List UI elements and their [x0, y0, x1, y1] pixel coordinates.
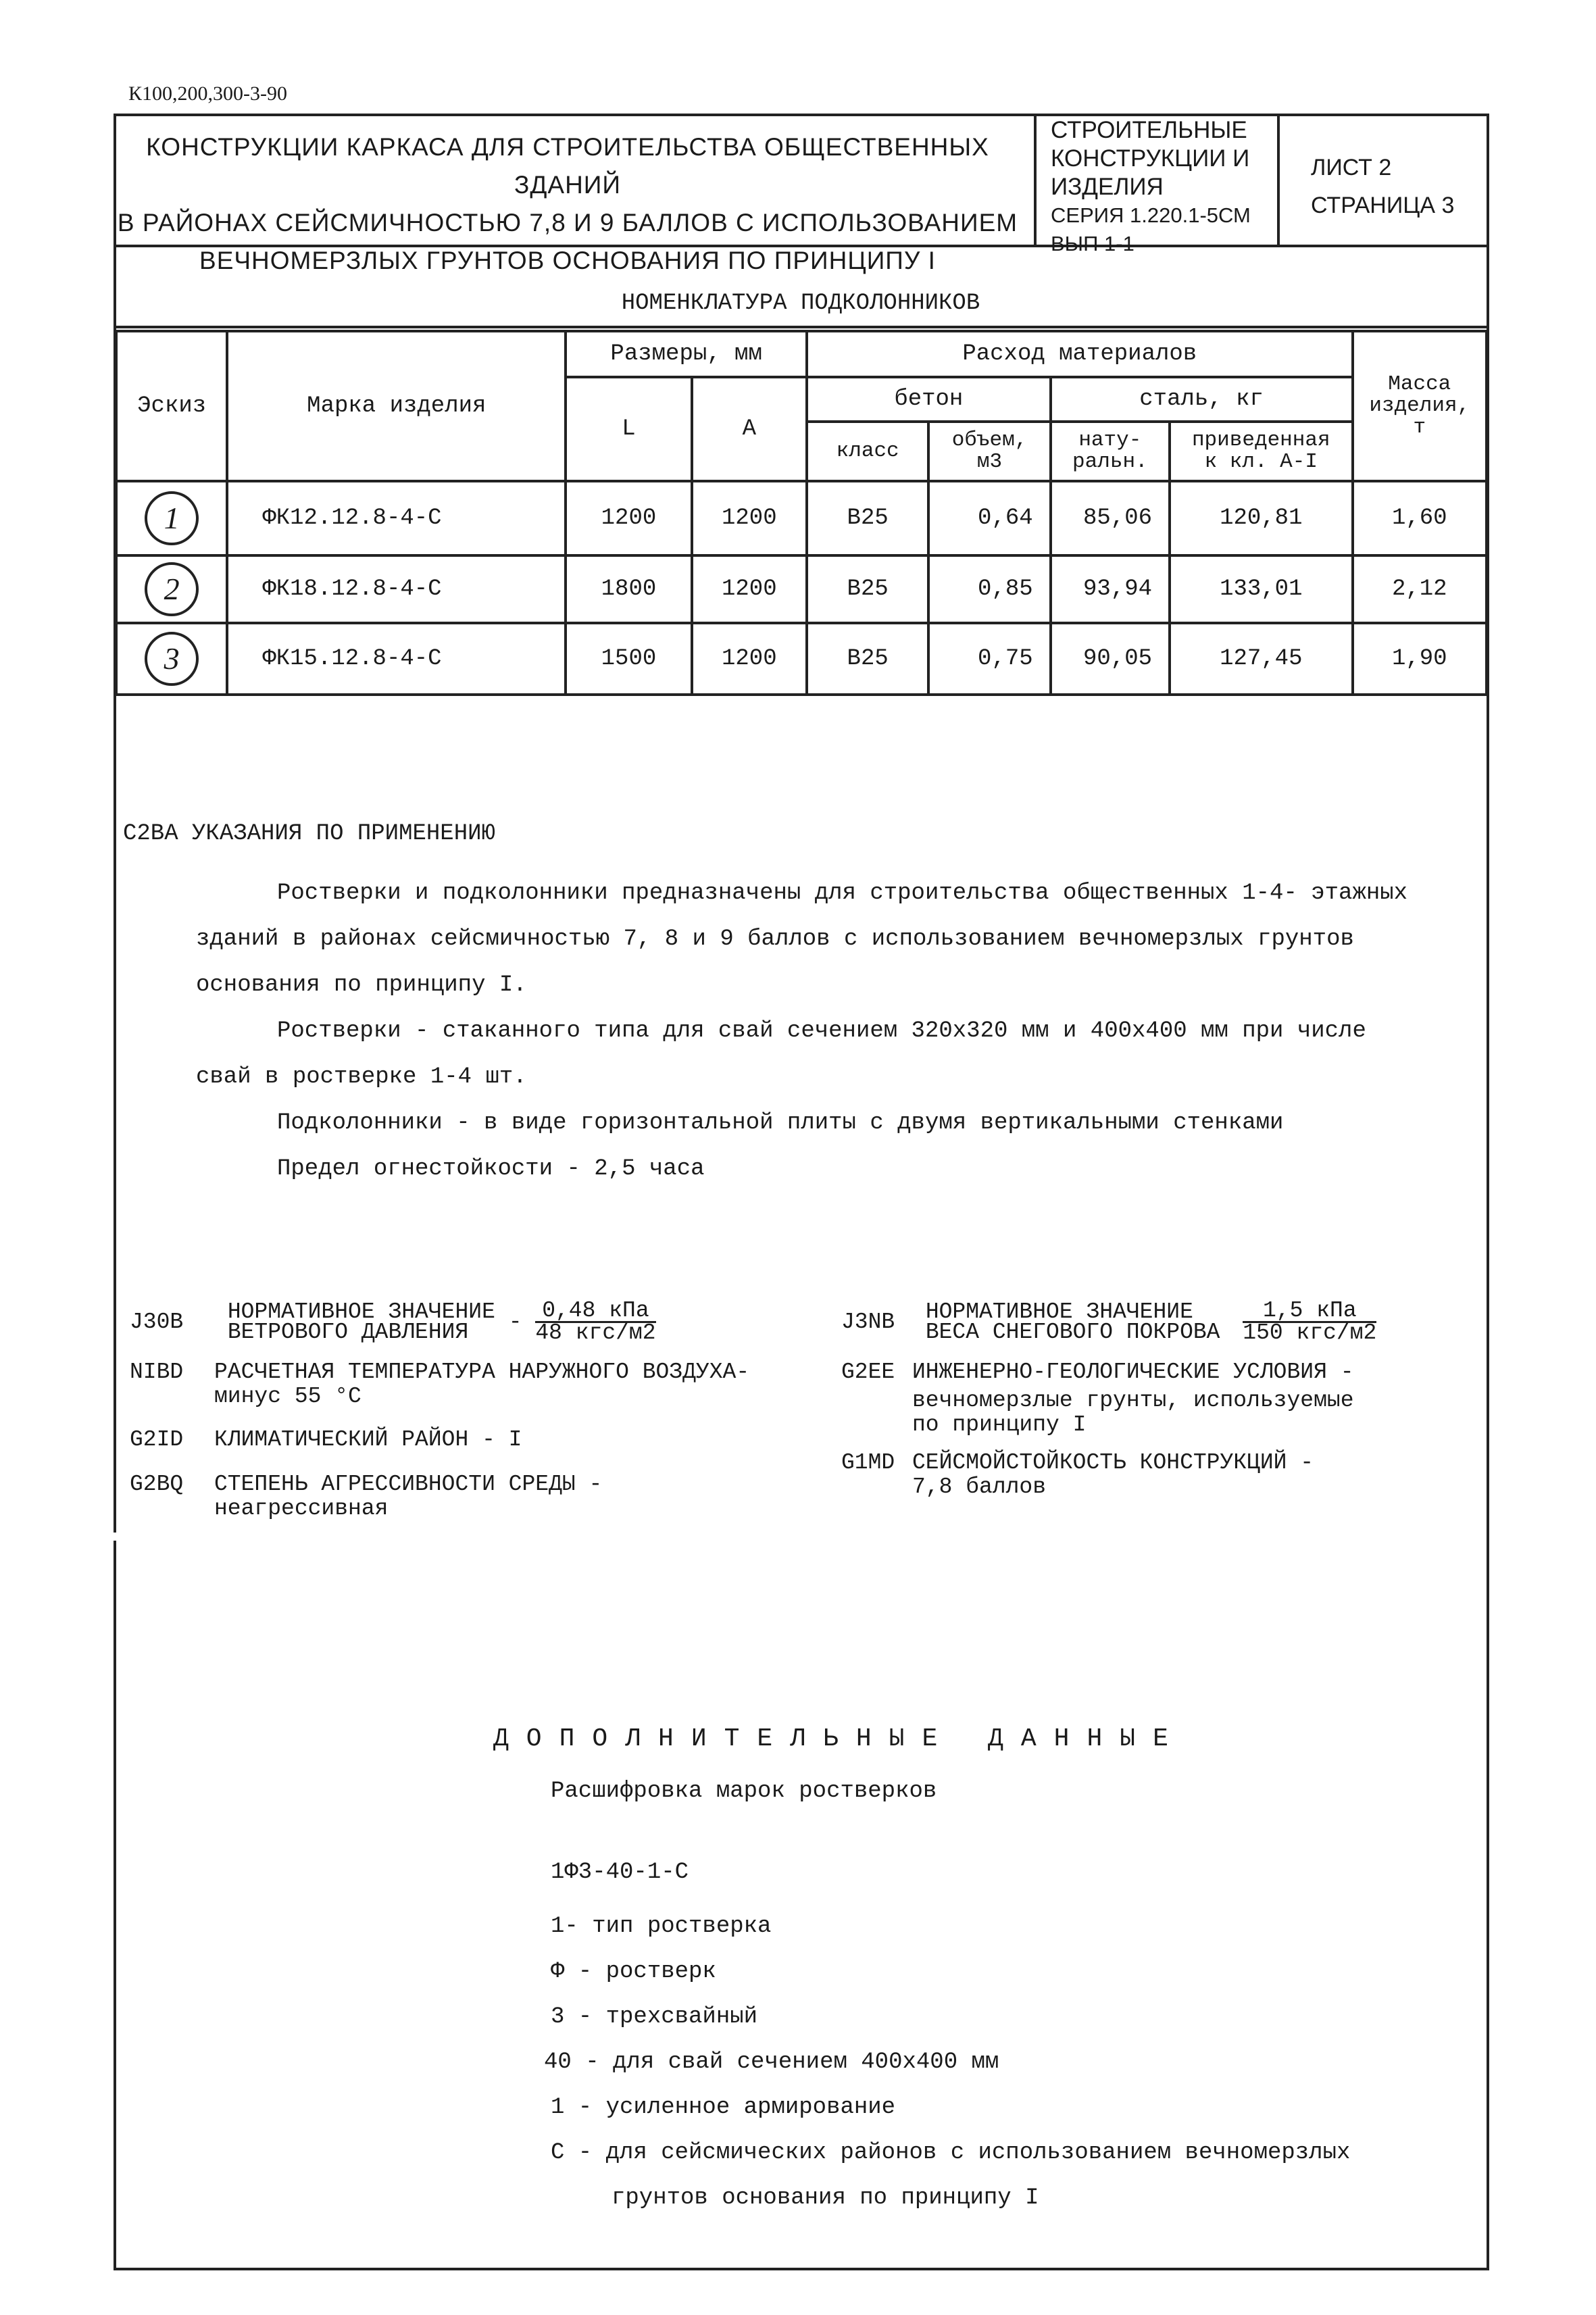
- title-line-3: ВЕЧНОМЕРЗЛЫХ ГРУНТОВ ОСНОВАНИЯ ПО ПРИНЦИПУ I: [199, 247, 936, 274]
- sheet-block: [1311, 149, 1454, 224]
- wind-value-kpa: 0,48 кПа: [535, 1301, 655, 1323]
- header-concrete: бетон: [807, 377, 1051, 422]
- header-steel: сталь, кг: [1051, 377, 1353, 422]
- header-steel-natural: [1051, 422, 1170, 481]
- class-cell: B25: [807, 623, 928, 695]
- document-reference: К100,200,300-3-90: [128, 82, 287, 105]
- width-cell: 1200: [692, 623, 807, 695]
- seismic-label: СЕЙСМОЙСТОЙКОСТЬ КОНСТРУКЦИЙ -: [912, 1450, 1314, 1475]
- table-row: [116, 481, 1487, 555]
- volume-cell: 0,64: [928, 481, 1050, 555]
- usage-code: C2BA: [123, 821, 178, 847]
- snow-label-2: ВЕСА СНЕГОВОГО ПОКРОВА: [925, 1319, 1220, 1345]
- title-line-2: В РАЙОНАХ СЕЙСМИЧНОСТЬЮ 7,8 И 9 БАЛЛОВ С ИСПОЛЬЗОВАНИЕМ: [117, 209, 1018, 237]
- mass-cell: 2,12: [1353, 555, 1487, 623]
- usage-p1-line-3: основания по принципу I.: [196, 972, 527, 998]
- volume-cell: 0,85: [928, 555, 1050, 623]
- header-volume: [928, 422, 1050, 481]
- steel-reduced-cell: 127,45: [1170, 623, 1353, 695]
- steel-reduced-cell: 133,01: [1170, 555, 1353, 623]
- wind-pressure-param: [130, 1298, 805, 1352]
- list-item: Ф - ростверк: [551, 1959, 716, 1985]
- sketch-number-circle: 3: [145, 632, 199, 686]
- category-line-3: ИЗДЕЛИЯ: [1051, 174, 1164, 200]
- length-cell: 1800: [566, 555, 691, 623]
- additional-data-title: ДОПОЛНИТЕЛЬНЫЕ ДАННЫЕ: [493, 1724, 1186, 1753]
- aggressiveness-param: [130, 1472, 805, 1521]
- header-mark: Марка изделия: [227, 331, 566, 481]
- climate-param: [130, 1428, 805, 1468]
- decoding-subtitle: Расшифровка марок ростверков: [551, 1778, 937, 1804]
- header-mass-line-1: Масса: [1388, 372, 1451, 396]
- geology-label: ИНЖЕНЕРНО-ГЕОЛОГИЧЕСКИЕ УСЛОВИЯ -: [912, 1360, 1354, 1385]
- header-dimensions: Размеры, мм: [566, 331, 807, 377]
- mark-cell: ФК18.12.8-4-С: [227, 555, 566, 623]
- wind-label: [227, 1299, 495, 1345]
- series-number: СЕРИЯ 1.220.1-5СМ: [1051, 203, 1251, 227]
- sketch-number-circle: 2: [145, 562, 199, 616]
- dash: -: [508, 1310, 536, 1335]
- snow-value-kgs: 150 кгс/м2: [1243, 1320, 1377, 1345]
- params-right: [841, 1298, 1449, 1499]
- header-reduced-line-1: приведенная: [1191, 428, 1330, 452]
- header-sketch: Эскиз: [116, 331, 227, 481]
- width-cell: 1200: [692, 481, 807, 555]
- wind-label-1: НОРМАТИВНОЕ ЗНАЧЕНИЕ: [227, 1299, 495, 1324]
- header-L: L: [566, 377, 691, 481]
- usage-paragraph-1: [196, 870, 1466, 1192]
- steel-natural-cell: 93,94: [1051, 555, 1170, 623]
- length-cell: 1200: [566, 481, 691, 555]
- header-concrete-class: класс: [807, 422, 928, 481]
- snow-value-kpa: 1,5 кПа: [1243, 1301, 1376, 1323]
- header-mass-line-3: т: [1413, 416, 1426, 439]
- header-steel-reduced: [1170, 422, 1353, 481]
- class-cell: B25: [807, 481, 928, 555]
- sketch-cell: [116, 555, 227, 623]
- nomenclature-title: НОМЕНКЛАТУРА ПОДКОЛОННИКОВ: [621, 291, 980, 316]
- seismic-code: G1MD: [841, 1450, 895, 1475]
- mass-cell: 1,60: [1353, 481, 1487, 555]
- volume-cell: 0,75: [928, 623, 1050, 695]
- wind-value-kgs: 48 кгс/м2: [535, 1320, 656, 1345]
- length-cell: 1500: [566, 623, 691, 695]
- sketch-cell: [116, 623, 227, 695]
- steel-natural-cell: 85,06: [1051, 481, 1170, 555]
- snow-load-param: [841, 1298, 1449, 1352]
- category-line-1: СТРОИТЕЛЬНЫЕ: [1051, 117, 1247, 143]
- frame-left-lower: [114, 1541, 116, 2270]
- climate-label: КЛИМАТИЧЕСКИЙ РАЙОН - I: [214, 1427, 522, 1452]
- temperature-param: [130, 1360, 805, 1414]
- table-row: [116, 623, 1487, 695]
- usage-p4: Предел огнестойкости - 2,5 часа: [277, 1156, 705, 1182]
- list-item: 3 - трехсвайный: [551, 2004, 758, 2030]
- climate-code: G2ID: [130, 1427, 184, 1452]
- usage-p2-line-2: свай в ростверке 1-4 шт.: [196, 1064, 527, 1090]
- category-block: [1051, 116, 1274, 258]
- steel-natural-cell: 90,05: [1051, 623, 1170, 695]
- frame-top: [114, 114, 1489, 116]
- list-item: грунтов основания по принципу I: [612, 2185, 1039, 2211]
- header-divider-1: [1034, 114, 1037, 246]
- decoding-list: [544, 1904, 1350, 2221]
- aggressiveness-value: неагрессивная: [214, 1496, 389, 1521]
- snow-value: [1243, 1298, 1377, 1345]
- list-item: С - для сейсмических районов с использованием вечномерзлых: [551, 2140, 1351, 2166]
- header-materials: Расход материалов: [807, 331, 1353, 377]
- usage-p1-line-1: Ростверки и подколонники предназначены для строительства общественных 1-4- этажных: [277, 880, 1408, 906]
- header-mass: [1353, 331, 1487, 481]
- list-item: 1- тип ростверка: [551, 1914, 772, 1939]
- usage-title: УКАЗАНИЯ ПО ПРИМЕНЕНИЮ: [192, 821, 495, 847]
- mark-cell: ФК15.12.8-4-С: [227, 623, 566, 695]
- header-divider-2: [1277, 114, 1280, 246]
- usage-p3: Подколонники - в виде горизонтальной плиты с двумя вертикальными стенками: [277, 1110, 1284, 1136]
- header-natural-line-2: ральн.: [1072, 450, 1148, 474]
- issue-number: ВЫП 1-1: [1051, 232, 1134, 255]
- decoding-example: 1Ф3-40-1-С: [551, 1860, 689, 1885]
- title-line-1: КОНСТРУКЦИИ КАРКАСА ДЛЯ СТРОИТЕЛЬСТВА ОБЩЕСТВЕННЫХ ЗДАНИЙ: [146, 133, 989, 199]
- usage-p1-line-2: зданий в районах сейсмичностью 7, 8 и 9 баллов с использованием вечномерзлых грунтов: [196, 926, 1354, 952]
- header-reduced-line-2: к кл. A-I: [1204, 450, 1318, 474]
- geology-param: [841, 1360, 1449, 1437]
- sheet-number: ЛИСТ 2: [1311, 155, 1392, 180]
- aggressiveness-label: СТЕПЕНЬ АГРЕССИВНОСТИ СРЕДЫ -: [214, 1472, 603, 1497]
- wind-label-2: ВЕТРОВОГО ДАВЛЕНИЯ: [227, 1319, 469, 1345]
- frame-left: [114, 114, 116, 1533]
- sketch-cell: [116, 481, 227, 555]
- list-item: 40 - для свай сечением 400х400 мм: [544, 2049, 999, 2075]
- class-cell: B25: [807, 555, 928, 623]
- usage-heading: [123, 821, 495, 847]
- frame-bottom: [114, 2268, 1489, 2270]
- snow-label-1: НОРМАТИВНОЕ ЗНАЧЕНИЕ: [925, 1299, 1193, 1324]
- category-line-2: КОНСТРУКЦИИ И: [1051, 145, 1250, 172]
- geology-code: G2EE: [841, 1360, 895, 1385]
- geology-value-1: вечномерзлые грунты, используемые: [912, 1388, 1354, 1413]
- document-title: [115, 128, 1020, 280]
- width-cell: 1200: [692, 555, 807, 623]
- temperature-label: РАСЧЕТНАЯ ТЕМПЕРАТУРА НАРУЖНОГО ВОЗДУХА-: [214, 1360, 750, 1385]
- seismic-value: 7,8 баллов: [912, 1474, 1047, 1499]
- temperature-code: NIBD: [130, 1360, 184, 1385]
- header-volume-line-1: объем,: [951, 428, 1028, 452]
- subcolumn-table: [115, 330, 1488, 696]
- temperature-value: минус 55 °С: [214, 1384, 361, 1409]
- wind-value: [535, 1298, 656, 1345]
- usage-p2-line-1: Ростверки - стаканного типа для свай сечением 320х320 мм и 400х400 мм при числе: [277, 1018, 1366, 1044]
- steel-reduced-cell: 120,81: [1170, 481, 1353, 555]
- snow-label: [925, 1299, 1220, 1345]
- geology-value-2: по принципу I: [912, 1412, 1087, 1437]
- params-left: [130, 1298, 805, 1521]
- wind-code: J30B: [130, 1310, 184, 1335]
- seismic-param: [841, 1451, 1449, 1499]
- header-A: A: [692, 377, 807, 481]
- mark-cell: ФК12.12.8-4-С: [227, 481, 566, 555]
- table-row: [116, 555, 1487, 623]
- mass-cell: 1,90: [1353, 623, 1487, 695]
- aggressiveness-code: G2BQ: [130, 1472, 184, 1497]
- header-volume-unit: м3: [976, 450, 1003, 474]
- header-natural-line-1: нату-: [1078, 428, 1142, 452]
- snow-code: J3NB: [841, 1310, 895, 1335]
- list-item: 1 - усиленное армирование: [551, 2095, 896, 2120]
- header-mass-line-2: изделия,: [1369, 394, 1470, 418]
- title-bottom-line: [114, 326, 1489, 328]
- sketch-number-circle: 1: [145, 491, 199, 545]
- page-number: СТРАНИЦА 3: [1311, 193, 1455, 218]
